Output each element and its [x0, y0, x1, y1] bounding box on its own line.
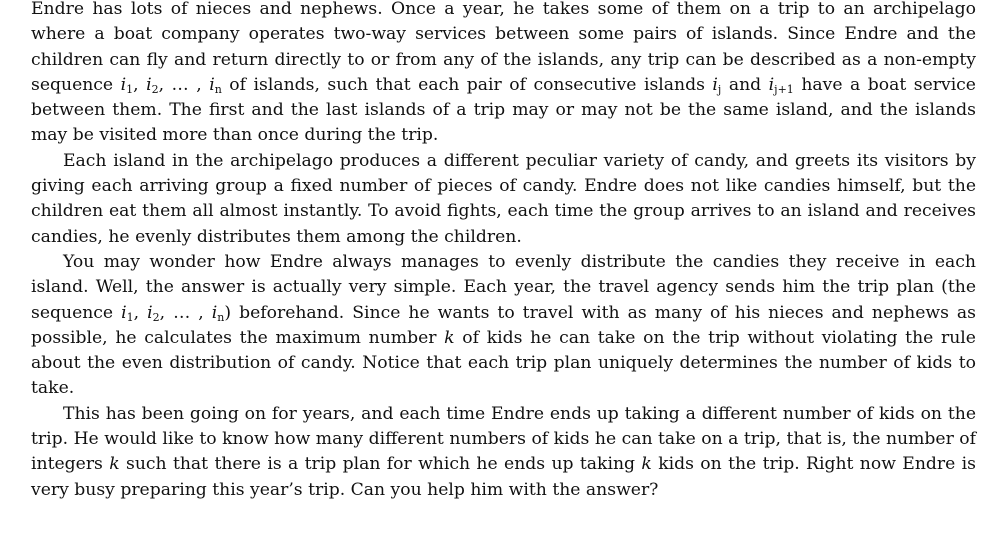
variable-subscript: 1	[126, 82, 134, 96]
text-run: This has been going on for years, and each time Endre ends up taking a different number of kids on the trip. He would like to know how many different numbers of kids he can take on a trip, that is, the number of integers	[31, 403, 976, 475]
variable-symbol: k	[109, 454, 120, 475]
variable-symbol: i	[146, 74, 152, 95]
math-variable	[209, 75, 222, 95]
paragraph-question	[31, 402, 976, 503]
variable-symbol: i	[211, 302, 218, 323]
math-variable	[712, 75, 721, 95]
text-run: such that there is a trip plan for which he ends up taking	[119, 454, 642, 475]
math-variable	[444, 328, 454, 348]
math-variable	[147, 303, 160, 323]
text-run: , … ,	[158, 74, 210, 95]
text-run: have a boat service between them. The first and the last islands of a trip may or may not be the same island, and the islands may be visited more than once during the trip.	[31, 74, 976, 146]
variable-symbol: i	[712, 74, 718, 95]
text-run: You may wonder how Endre always manages to evenly distribute the candies they receive in each island. Well, the answer is actually very simple. Each year, the travel agency sends him the trip plan (the sequence	[31, 251, 976, 323]
math-variable	[769, 75, 794, 95]
text-run: Each island in the archipelago produces a different peculiar variety of candy, and greets its visitors by giving each arriving group a fixed number of pieces of candy. Endre does not like candies himself, but the children eat them all almost instantly. To avoid fights, each time the group arrives to an island and receives candies, he evenly distributes them among the children.	[31, 150, 976, 247]
problem-statement	[31, 0, 976, 503]
paragraph-trip-definition	[31, 0, 976, 149]
variable-subscript: n	[214, 82, 222, 96]
text-run: of islands, such that each pair of consecutive islands	[221, 74, 713, 95]
math-variable	[121, 303, 134, 323]
text-run: , … ,	[159, 302, 212, 323]
text-run: Endre has lots of nieces and nephews. Once a year, he takes some of them on a trip to an archipelago where a boat company operates two-way services between some pairs of islands. Since Endre and the children can fly and return directly to or from any of the islands, any trip can be described as a non-empty sequence	[31, 0, 976, 95]
variable-subscript: n	[217, 310, 225, 324]
math-variable	[212, 303, 225, 323]
variable-subscript: j+1	[774, 82, 794, 96]
variable-subscript: 2	[152, 310, 160, 324]
math-variable	[146, 75, 159, 95]
text-run: ,	[133, 74, 147, 95]
variable-subscript: j	[717, 82, 722, 96]
variable-symbol: i	[120, 74, 127, 95]
math-variable	[109, 454, 119, 474]
variable-symbol: k	[641, 454, 652, 475]
variable-symbol: k	[444, 327, 455, 348]
math-variable	[641, 454, 651, 474]
variable-subscript: 1	[126, 310, 134, 324]
text-run: of kids he can take on the trip without violating the rule about the even distribution of candy. Notice that each trip plan uniquely determines the number of kids to take.	[31, 327, 976, 399]
text-run: ,	[133, 302, 148, 323]
paragraph-candy-distribution	[31, 149, 976, 250]
text-run: kids on the trip. Right now Endre is very busy preparing this year’s trip. Can you help him with the answer?	[31, 454, 976, 500]
variable-symbol: i	[209, 74, 215, 95]
paragraph-trip-plan	[31, 250, 976, 402]
text-run: and	[721, 74, 769, 95]
text-run: ) beforehand. Since he wants to travel with as many of his nieces and nephews as possible, he calculates the maximum number	[31, 302, 976, 348]
variable-symbol: i	[768, 74, 775, 95]
variable-subscript: 2	[151, 82, 159, 96]
variable-symbol: i	[121, 302, 127, 323]
variable-symbol: i	[147, 302, 153, 323]
math-variable	[121, 75, 134, 95]
